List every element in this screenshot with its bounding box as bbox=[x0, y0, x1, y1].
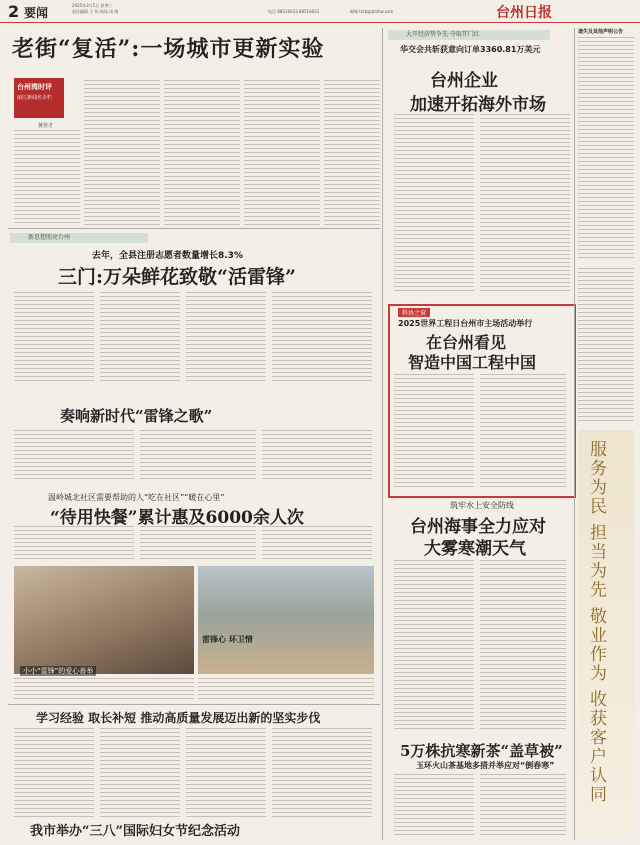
tea-body-col1 bbox=[394, 774, 474, 838]
caption-children: 小小“雷锋”的爱心善举 bbox=[20, 666, 96, 676]
notice-body-2 bbox=[578, 268, 634, 422]
column-rule bbox=[382, 28, 383, 840]
meta-email: 邮箱 tzrb@zjtzhw.com bbox=[350, 9, 394, 14]
page-number: 2 bbox=[8, 2, 20, 21]
lead-body-col2 bbox=[84, 80, 160, 225]
column-name: 台州湾时评 bbox=[17, 83, 52, 91]
caption-sanitation: 雷锋心 环卫情 bbox=[202, 635, 253, 644]
maritime-kicker: 筑牢水上安全防线 bbox=[450, 501, 514, 510]
meals-body-col2 bbox=[140, 526, 256, 560]
masthead bbox=[0, 0, 640, 23]
volunteer-body-col1 bbox=[14, 292, 94, 382]
trade-body-col2 bbox=[480, 114, 570, 292]
notice-column bbox=[578, 28, 634, 260]
engineering-headline-2: 智造中国工程中国 bbox=[408, 353, 537, 372]
lead-body-col3 bbox=[164, 80, 240, 225]
study-body-col3 bbox=[186, 728, 266, 818]
volunteer-body-col4 bbox=[272, 292, 372, 382]
engineering-headline-1: 在台州看见 bbox=[426, 333, 507, 352]
trade-body-col1 bbox=[394, 114, 474, 292]
photo-sanitation-text bbox=[198, 678, 374, 700]
column-badge bbox=[14, 78, 64, 118]
volunteer-intro: 去年，全县注册志愿者数量增长8.3% bbox=[92, 251, 243, 261]
engineering-kicker: 科协之窗 bbox=[398, 308, 430, 317]
engineering-intro: 2025世界工程日台州市主场活动举行 bbox=[398, 319, 533, 328]
photo-children bbox=[14, 566, 194, 674]
row-rule bbox=[8, 228, 380, 229]
lead-body-col1 bbox=[14, 130, 80, 225]
trade-headline-2: 加速开拓海外市场 bbox=[410, 95, 546, 115]
engineering-body-col2 bbox=[480, 374, 566, 488]
study-body-col1 bbox=[14, 728, 94, 818]
notice-title: 遗失及其他声明公告 bbox=[578, 29, 624, 35]
lead-author: 黄佳才 bbox=[38, 123, 54, 129]
tea-sub-headline: 玉环火山茶基地多措并举应对“倒春寒” bbox=[416, 761, 555, 770]
volunteer-sub-headline: 奏响新时代“雷锋之歌” bbox=[60, 407, 213, 425]
maritime-body-col2 bbox=[480, 560, 566, 730]
volunteer-body-col2 bbox=[100, 292, 180, 382]
volunteer-headline: 三门:万朵鲜花致敬“活雷锋” bbox=[58, 266, 296, 288]
newspaper-brand: 台州日报 bbox=[496, 5, 552, 21]
volunteer-sub-body-col2 bbox=[140, 430, 256, 482]
study-body-col2 bbox=[100, 728, 180, 818]
photo-sanitation bbox=[198, 566, 374, 674]
masthead-meta bbox=[72, 3, 292, 15]
volunteer-kicker: 新思想照亮台州 bbox=[10, 233, 148, 243]
volunteer-sub-body-col3 bbox=[262, 430, 372, 482]
maritime-headline-2: 大雾寒潮天气 bbox=[424, 539, 526, 559]
trade-headline-1: 台州企业 bbox=[430, 71, 498, 91]
meta-date: 2025年3月5日 星期三 bbox=[72, 3, 113, 8]
engineering-body-col1 bbox=[394, 374, 474, 488]
lead-headline: 老街“复活”:一场城市更新实验 bbox=[12, 36, 325, 62]
column-sub: 丽江新闻名专栏 bbox=[17, 95, 53, 101]
trade-kicker: 大开经济势争先·夺取开门红 bbox=[388, 30, 550, 40]
column-rule-right bbox=[574, 28, 575, 840]
volunteer-body-col3 bbox=[186, 292, 266, 382]
tea-body-col2 bbox=[480, 774, 566, 838]
study-sub-headline: 我市举办“三八”国际妇女节纪念活动 bbox=[30, 824, 240, 839]
trade-intro: 华交会共斩获意向订单3360.81万美元 bbox=[400, 45, 541, 54]
meals-body-col3 bbox=[262, 526, 372, 560]
lead-body-col5 bbox=[324, 80, 380, 225]
notice-body bbox=[578, 37, 634, 259]
maritime-body-col1 bbox=[394, 560, 474, 730]
section-name: 要闻 bbox=[24, 6, 49, 20]
meta-editor: 责任编辑 王 伟 校读 周 婉 bbox=[72, 9, 119, 14]
study-headline: 学习经验 取长补短 推动高质量发展迈出新的坚实步伐 bbox=[36, 711, 321, 725]
tea-headline: 5万株抗寒新茶“盖草被” bbox=[400, 742, 563, 760]
meals-kicker: 温岭城北社区需要帮助的人“吃在社区”“暖在心里” bbox=[48, 493, 225, 502]
photo-children-text bbox=[14, 678, 194, 700]
service-slogan: 服务为民 担当为先 敬业作为 收获客户认同 bbox=[586, 440, 606, 805]
meta-phone: 电话 88516033 88516032 bbox=[268, 9, 320, 14]
volunteer-sub-body-col1 bbox=[14, 430, 134, 482]
lead-body-col4 bbox=[244, 80, 320, 225]
study-body-col4 bbox=[272, 728, 372, 818]
row-rule-bottom bbox=[8, 704, 380, 705]
maritime-headline-1: 台州海事全力应对 bbox=[410, 517, 546, 537]
notice-column-2 bbox=[578, 268, 634, 422]
meals-headline: “待用快餐”累计惠及6000余人次 bbox=[50, 508, 304, 528]
service-banner bbox=[578, 430, 634, 838]
meals-body-col1 bbox=[14, 526, 134, 560]
